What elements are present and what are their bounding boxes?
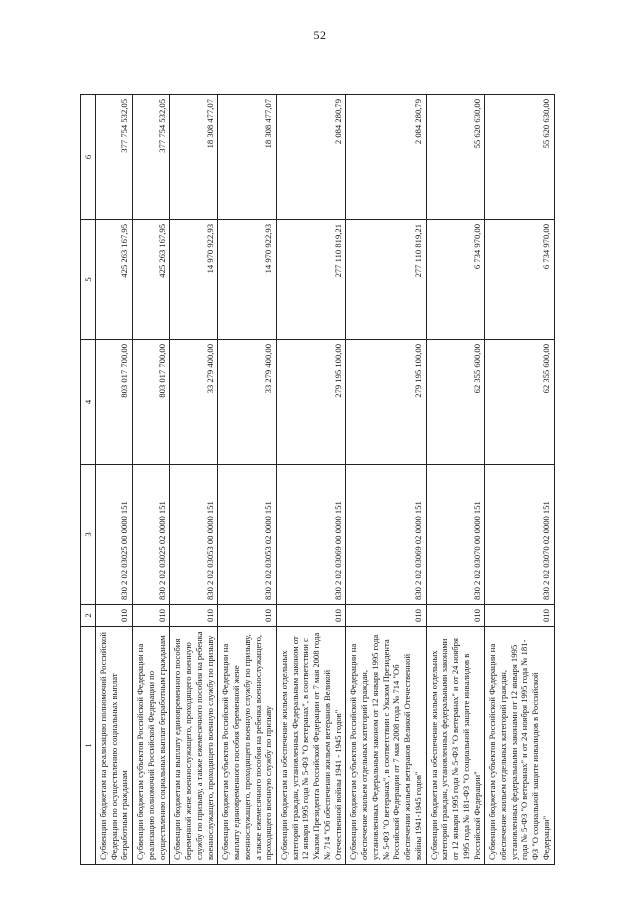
admin-code-cell: 010 bbox=[426, 605, 485, 627]
budget-table bbox=[80, 94, 555, 865]
admin-code-cell: 010 bbox=[133, 605, 170, 627]
remaining-cell: 2 084 280,79 bbox=[346, 95, 426, 220]
executed-cell: 425 263 167,95 bbox=[133, 220, 170, 340]
remaining-cell: 55 620 630,00 bbox=[426, 95, 485, 220]
rotated-table-wrapper bbox=[80, 95, 555, 865]
table-row bbox=[277, 95, 346, 865]
remaining-cell: 2 084 280,79 bbox=[277, 95, 346, 220]
header-row bbox=[81, 95, 96, 865]
budget-code-cell: 830 2 02 03070 00 0000 151 bbox=[426, 465, 485, 605]
amount-cell: 62 355 600,00 bbox=[485, 340, 554, 465]
budget-code-cell: 830 2 02 03069 00 0000 151 bbox=[277, 465, 346, 605]
row-name-cell: Субвенции бюджетам субъектов Российской Федерации на реализацию полномочий Российской Федерации по осуществлению социальных выплат безработным гражданам bbox=[133, 627, 170, 865]
table-row bbox=[133, 95, 170, 865]
executed-cell: 14 970 922,93 bbox=[170, 220, 218, 340]
amount-cell: 279 195 100,00 bbox=[277, 340, 346, 465]
executed-cell: 14 970 922,93 bbox=[218, 220, 277, 340]
table-row bbox=[96, 95, 133, 865]
budget-code-cell: 830 2 02 03070 02 0000 151 bbox=[485, 465, 554, 605]
table-row bbox=[218, 95, 277, 865]
amount-cell: 803 017 700,00 bbox=[133, 340, 170, 465]
remaining-cell: 377 754 532,05 bbox=[133, 95, 170, 220]
table-row bbox=[170, 95, 218, 865]
amount-cell: 33 279 400,00 bbox=[218, 340, 277, 465]
header-cell: 6 bbox=[81, 95, 96, 220]
header-cell: 2 bbox=[81, 605, 96, 627]
budget-code-cell: 830 2 02 03025 00 0000 151 bbox=[96, 465, 133, 605]
admin-code-cell: 010 bbox=[346, 605, 426, 627]
table-row bbox=[346, 95, 426, 865]
header-cell: 3 bbox=[81, 465, 96, 605]
header-cell: 1 bbox=[81, 627, 96, 865]
table-row bbox=[426, 95, 485, 865]
budget-code-cell: 830 2 02 03053 00 0000 151 bbox=[170, 465, 218, 605]
admin-code-cell: 010 bbox=[96, 605, 133, 627]
amount-cell: 62 355 600,00 bbox=[426, 340, 485, 465]
admin-code-cell: 010 bbox=[277, 605, 346, 627]
remaining-cell: 377 754 532,05 bbox=[96, 95, 133, 220]
page-number: 52 bbox=[313, 28, 327, 42]
budget-code-cell: 830 2 02 03069 02 0000 151 bbox=[346, 465, 426, 605]
remaining-cell: 18 308 477,07 bbox=[218, 95, 277, 220]
row-name-cell: Субвенции бюджетам субъектов Российской Федерации на обеспечение жильем отдельных категорий граждан, установленных Федеральным законом от 12 января 1995 года № 5-ФЗ "О ветеранах", в соответствии с Указом Президента Российской Федерации от 7 мая 2008 года № 714 "Об обеспечении жильем ветеранов Великой Отечественной войны 1941-1945 годов" bbox=[346, 627, 426, 865]
amount-cell: 803 017 700,00 bbox=[96, 340, 133, 465]
table-row bbox=[485, 95, 554, 865]
header-cell: 5 bbox=[81, 220, 96, 340]
row-name-cell: Субвенции бюджетам субъектов Российской Федерации на обеспечение жильем отдельных категорий граждан, установленных федеральными законами от 12 января 1995 года № 5-ФЗ "О ветеранах" и от 24 ноября 1995 года № 181-ФЗ "О социальной защите инвалидов в Российской Федерации" bbox=[485, 627, 554, 865]
row-name-cell: Субвенции бюджетам на обеспечение жильем отдельных категорий граждан, установленных Федеральным законом от 12 января 1995 года № 5-ФЗ "О ветеранах", в соответствии с Указом Президента Российской Федерации от 7 мая 2008 года № 714 "Об обеспечении жильем ветеранов Великой Отечественной войны 1941 - 1945 годов" bbox=[277, 627, 346, 865]
executed-cell: 425 263 167,95 bbox=[96, 220, 133, 340]
remaining-cell: 18 308 477,07 bbox=[170, 95, 218, 220]
row-name-cell: Субвенции бюджетам на обеспечение жильем отдельных категорий граждан, установленных федеральными законами от 12 января 1995 года № 5-ФЗ "О ветеранах" и от 24 ноября 1995 года № 181-ФЗ "О социальной защите инвалидов в Российской Федерации" bbox=[426, 627, 485, 865]
table-body bbox=[96, 95, 555, 865]
remaining-cell: 55 620 630,00 bbox=[485, 95, 554, 220]
admin-code-cell: 010 bbox=[485, 605, 554, 627]
row-name-cell: Субвенции бюджетам на реализацию полномочий Российской Федерации по осуществлению социальных выплат безработным гражданам bbox=[96, 627, 133, 865]
row-name-cell: Субвенции бюджетам субъектов Российской Федерации на выплату единовременного пособия беременной жене военнослужащего, проходящего военную службу по призыву, а также ежемесячного пособия на ребенка военнослужащего, проходящего военную службу по призыву bbox=[218, 627, 277, 865]
amount-cell: 279 195 100,00 bbox=[346, 340, 426, 465]
executed-cell: 6 734 970,00 bbox=[426, 220, 485, 340]
budget-code-cell: 830 2 02 03025 02 0000 151 bbox=[133, 465, 170, 605]
row-name-cell: Субвенции бюджетам на выплату единовременного пособия беременной жене военнослужащего, проходящего военную службу по призыву, а также ежемесячного пособия на ребенка военнослужащего, проходящего военную службу по призыву bbox=[170, 627, 218, 865]
admin-code-cell: 010 bbox=[218, 605, 277, 627]
budget-code-cell: 830 2 02 03053 02 0000 151 bbox=[218, 465, 277, 605]
executed-cell: 277 110 819,21 bbox=[277, 220, 346, 340]
header-cell: 4 bbox=[81, 340, 96, 465]
executed-cell: 277 110 819,21 bbox=[346, 220, 426, 340]
executed-cell: 6 734 970,00 bbox=[485, 220, 554, 340]
admin-code-cell: 010 bbox=[170, 605, 218, 627]
amount-cell: 33 279 400,00 bbox=[170, 340, 218, 465]
